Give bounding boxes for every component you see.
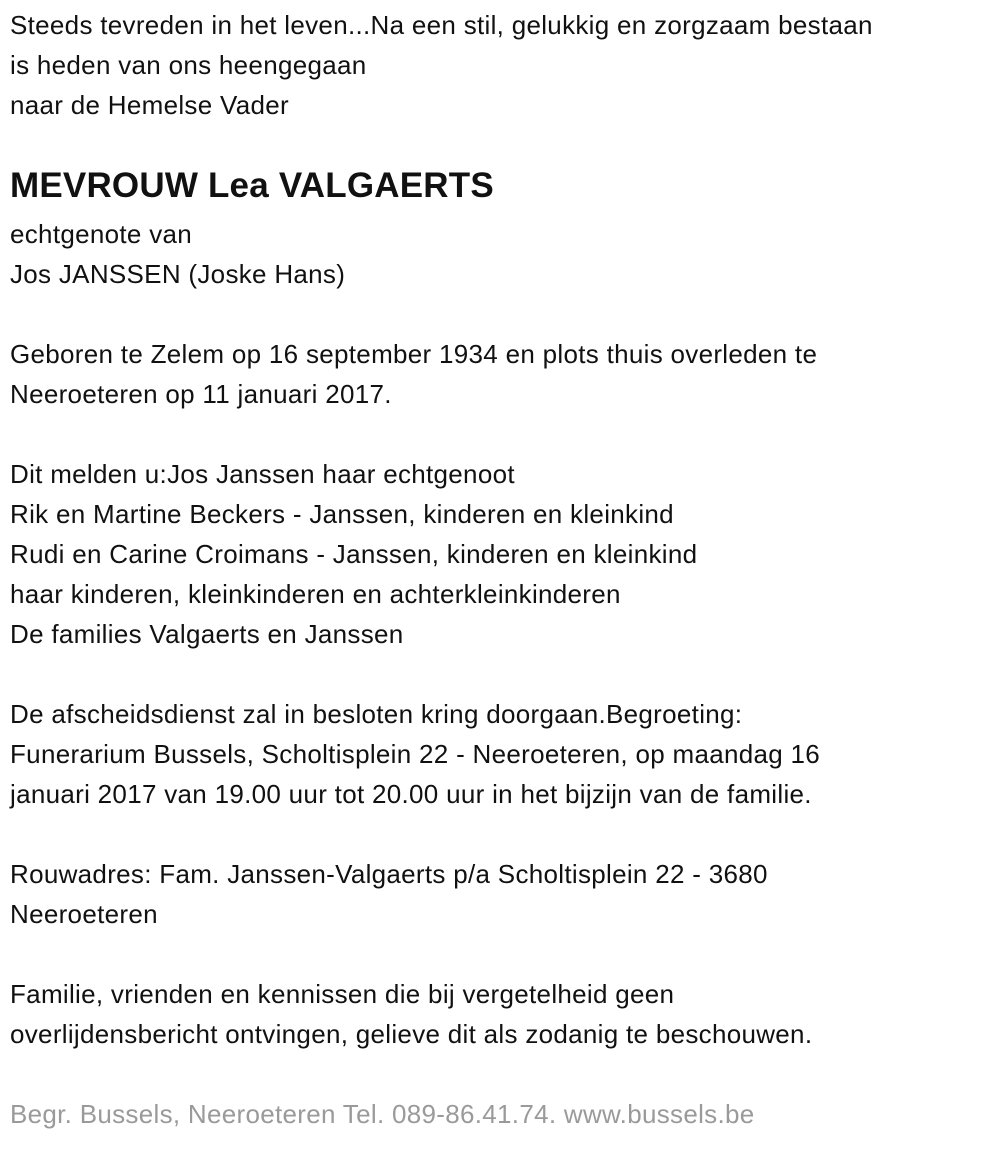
notice-line: overlijdensbericht ontvingen, gelieve dit als zodanig te beschouwen. [10,1019,813,1049]
notice-line: Familie, vrienden en kennissen die bij vergetelheid geen [10,979,675,1009]
service-line: januari 2017 van 19.00 uur tot 20.00 uur in het bijzijn van de familie. [10,779,812,809]
announcer-line: De families Valgaerts en Janssen [10,619,404,649]
funeral-home-footer: Begr. Bussels, Neeroeteren Tel. 089-86.41.74. www.bussels.be [10,1099,755,1129]
service-paragraph [10,694,990,814]
birth-death-paragraph [10,334,990,414]
birth-death-line: Neeroeteren op 11 januari 2017. [10,379,392,409]
intro-line: Steeds tevreden in het leven...Na een stil, gelukkig en zorgzaam bestaan [10,10,873,40]
spouse-paragraph [10,214,990,294]
birth-death-line: Geboren te Zelem op 16 september 1934 en plots thuis overleden te [10,339,818,369]
announcer-line: haar kinderen, kleinkinderen en achterkleinkinderen [10,579,621,609]
announcers-paragraph [10,454,990,654]
address-paragraph [10,854,990,934]
announcer-line: Rik en Martine Beckers - Janssen, kinderen en kleinkind [10,499,674,529]
spouse-line: echtgenote van [10,219,193,249]
announcer-line: Dit melden u:Jos Janssen haar echtgenoot [10,459,515,489]
address-line: Neeroeteren [10,899,158,929]
service-line: De afscheidsdienst zal in besloten kring doorgaan.Begroeting: [10,699,743,729]
address-line: Rouwadres: Fam. Janssen-Valgaerts p/a Scholtisplein 22 - 3680 [10,859,768,889]
announcer-line: Rudi en Carine Croimans - Janssen, kinderen en kleinkind [10,539,698,569]
deceased-name: MEVROUW Lea VALGAERTS [10,166,494,205]
spouse-line: Jos JANSSEN (Joske Hans) [10,259,346,289]
notice-paragraph [10,974,990,1054]
intro-paragraph [10,5,990,125]
intro-line: naar de Hemelse Vader [10,90,289,120]
service-line: Funerarium Bussels, Scholtisplein 22 - Neeroeteren, op maandag 16 [10,739,821,769]
intro-line: is heden van ons heengegaan [10,50,367,80]
